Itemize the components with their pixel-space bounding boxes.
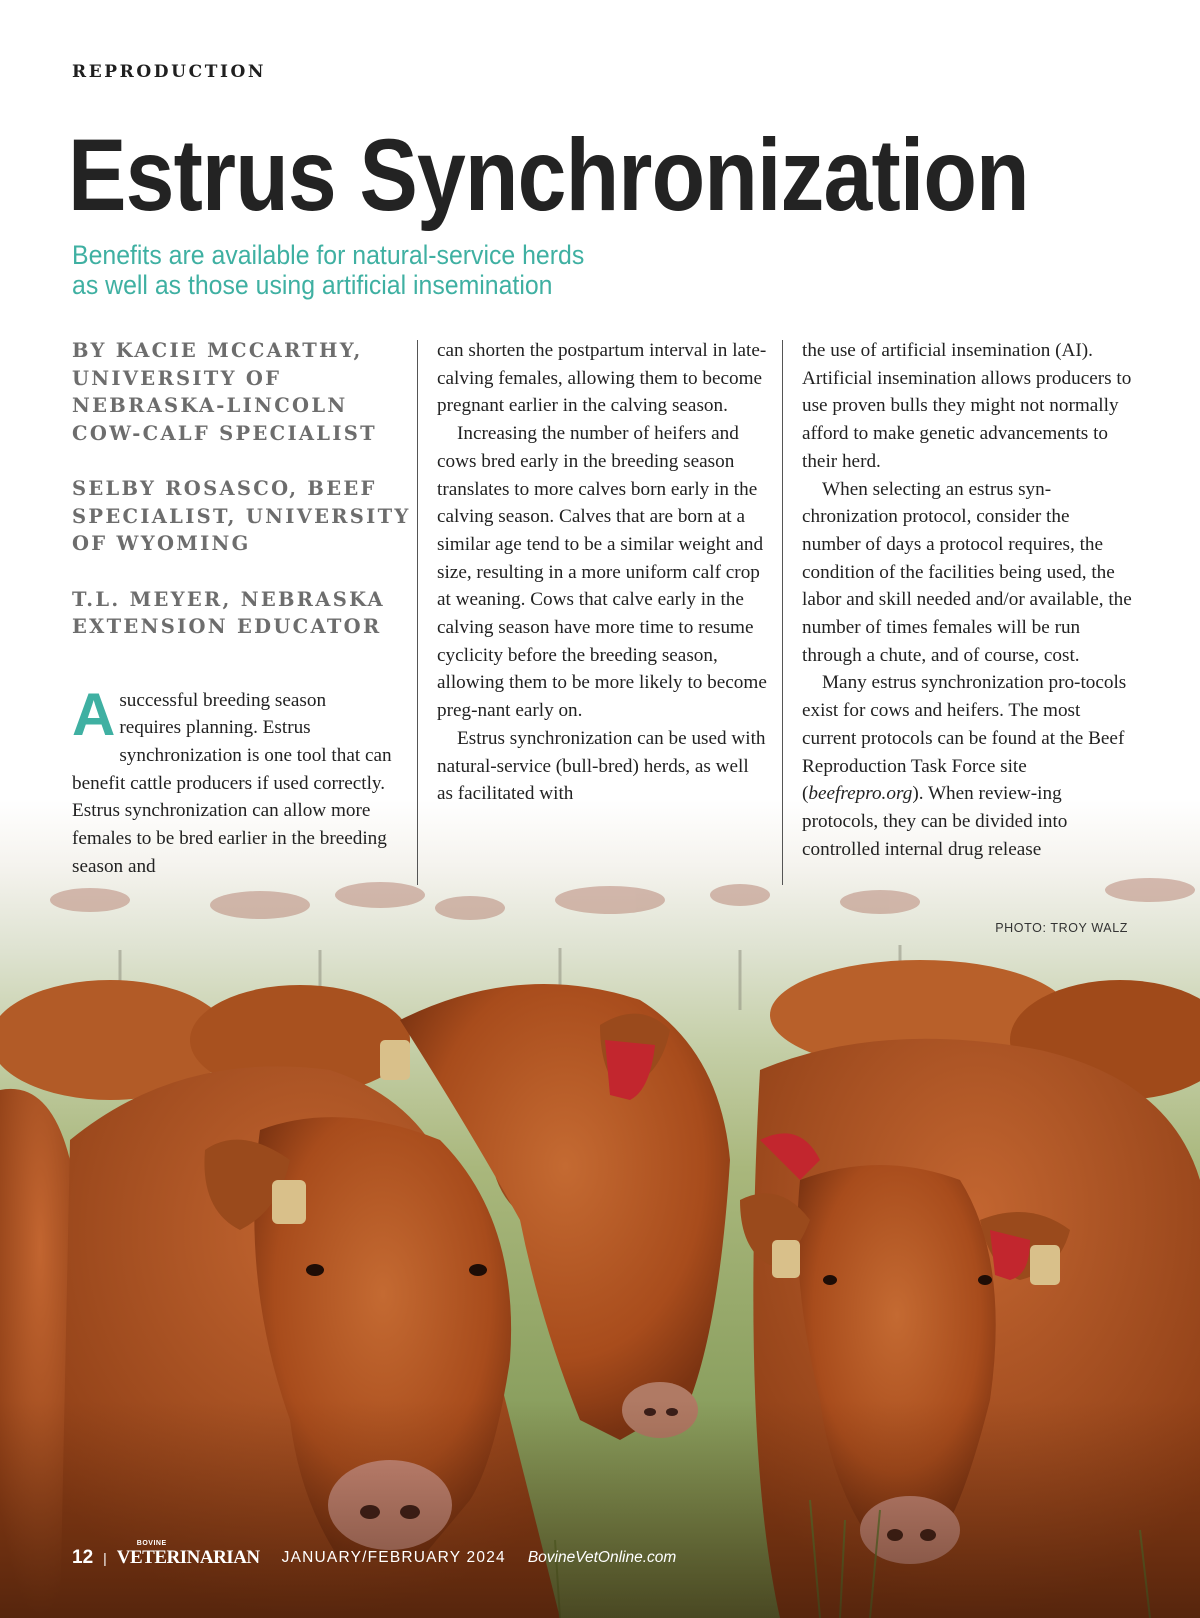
logo-small-text: BOVINE xyxy=(136,1540,167,1547)
byline-line: OF WYOMING xyxy=(72,532,251,555)
section-label: REPRODUCTION xyxy=(72,62,267,82)
byline-line: EXTENSION EDUCATOR xyxy=(72,615,382,638)
paragraph-text: ). When review-ing protocols, they can be divided into controlled internal drug release xyxy=(802,783,1068,860)
column-divider xyxy=(782,340,783,885)
website-url[interactable]: BovineVetOnline.com xyxy=(527,1549,677,1566)
magazine-logo xyxy=(116,1540,260,1569)
byline-author-3 xyxy=(72,586,392,641)
subtitle-line: Benefits are available for natural-service herds xyxy=(72,240,585,270)
page-number: 12 xyxy=(72,1547,94,1568)
byline-line: UNIVERSITY OF xyxy=(72,366,282,390)
body-paragraph xyxy=(72,680,392,881)
article-title: Estrus Synchronization xyxy=(68,118,1029,232)
byline-line: SPECIALIST, UNIVERSITY xyxy=(72,504,411,528)
paragraph-text: Many estrus synchronization pro-tocols exist for cows and heifers. The most current protocols can be found at the Beef Reproduction Task Force site ( xyxy=(802,672,1127,805)
body-paragraph: Estrus synchronization can be used with natural-service (bull-bred) herds, as well as facilitated with xyxy=(437,727,766,805)
body-paragraph: can shorten the postpartum interval in late-calving females, allowing them to become pregnant earlier in the calving season. xyxy=(437,340,767,417)
byline-line: COW-CALF SPECIALIST xyxy=(72,421,377,445)
subtitle-line: as well as those using artificial insemination xyxy=(72,270,553,300)
column-3 xyxy=(802,337,1132,863)
column-1 xyxy=(72,337,411,880)
page-footer xyxy=(72,1540,677,1570)
body-paragraph: Increasing the number of heifers and cows bred early in the breeding season translates to more calves born early in the calving season. Calves that are born at a similar age tend to be a similar weight and size, resulting in a more uniform calf crop at weaning. Cows that calve early in the calving season have more time to resume cyclicity before the breeding season, allowing them to be more likely to become preg-nant early on. xyxy=(437,423,767,722)
body-paragraph: When selecting an estrus syn-chronization protocol, consider the number of days a protocol requires, the condition of the facilities being used, the labor and skill needed and/or available, the number of times females will be run through a chute, and of course, cost. xyxy=(802,478,1132,666)
photo-credit: PHOTO: TROY WALZ xyxy=(995,921,1128,935)
byline-line: SELBY ROSASCO, BEEF xyxy=(72,477,377,500)
body-paragraph xyxy=(802,669,1132,863)
website-link[interactable]: beefrepro.org xyxy=(808,783,913,805)
byline-line: BY KACIE MCCARTHY, xyxy=(72,339,363,362)
issue-date: JANUARY/FEBRUARY 2024 xyxy=(281,1549,506,1566)
drop-cap: A xyxy=(72,680,116,748)
byline-author-1 xyxy=(72,337,392,447)
body-paragraph: the use of artificial insemination (AI). Artificial insemination allows producers to use proven bulls they might not normally afford to make genetic advancements to their herd. xyxy=(802,340,1132,472)
logo-main-text: VETERINARIAN xyxy=(116,1547,260,1568)
footer-separator: | xyxy=(103,1550,107,1566)
byline-author-2 xyxy=(72,475,411,558)
paragraph-text: successful breeding season requires planning. Estrus synchronization is one tool that can benefit cattle producers if used correctly. Estrus synchronization can allow more females to be bred earlier in the breeding season and xyxy=(72,689,392,877)
column-divider xyxy=(417,340,418,885)
byline-line: T.L. MEYER, NEBRASKA xyxy=(72,587,385,611)
column-2 xyxy=(437,337,767,808)
byline-line: NEBRASKA-LINCOLN xyxy=(72,394,348,417)
article-subtitle xyxy=(72,240,716,300)
